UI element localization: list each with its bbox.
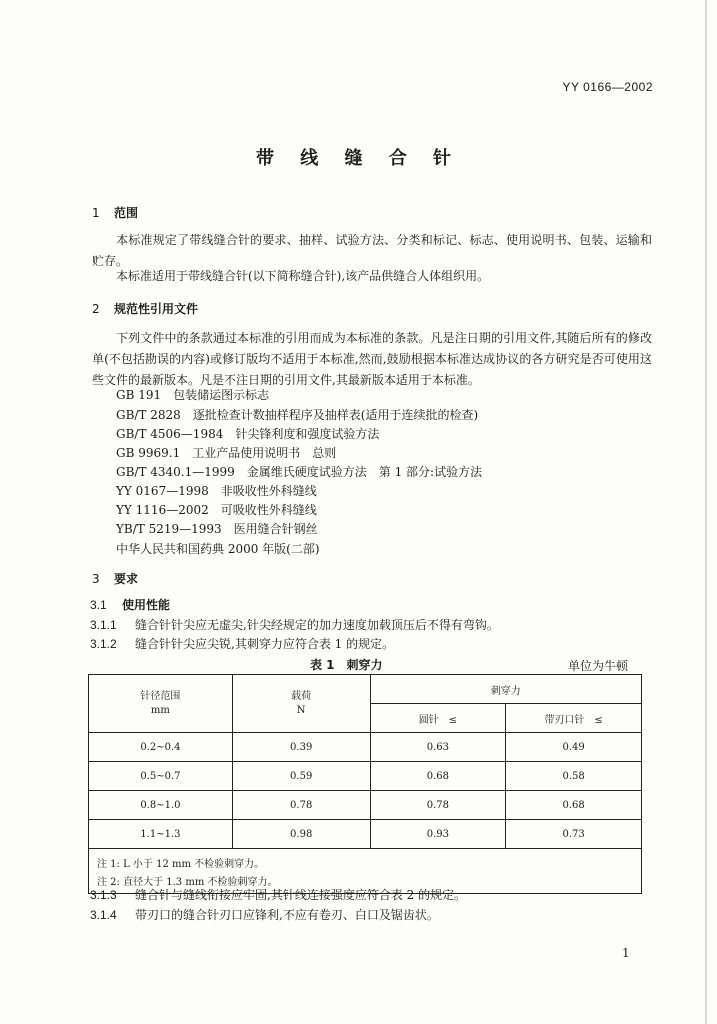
table-1-unit: 单位为牛顿 [568,659,629,673]
table-note: 注 1: L 小于 12 mm 不检验刺穿力。 [89,849,642,872]
clause-3-1-4-text: 带刃口的缝合针刃口应锋利,不应有卷刃、白口及锯齿状。 [135,908,439,922]
table-header-row [89,675,642,704]
reference-item: 中华人民共和国药典 2000 年版(二部) [116,542,320,556]
cell-edge: 0.68 [506,791,642,820]
clause-3-1-4 [90,906,439,923]
clause-3-1-3-number: 3.1.3 [90,888,117,902]
section-1-heading [92,204,138,221]
clause-3-1-2 [90,635,394,652]
section-1-number: 1 [92,206,100,220]
section-2-number: 2 [92,302,100,316]
clause-3-1-3-text: 缝合针与缝线衔接应牢固,其针线连接强度应符合表 2 的规定。 [135,888,467,902]
page-title: 带 线 缝 合 针 [255,148,462,169]
header-diameter-label: 针径范围 [140,690,181,702]
section-2-paragraph-1 [92,328,652,391]
reference-item: YY 1116—2002 可吸收性外科缝线 [116,503,317,517]
table-note: 注 2: 直径大于 1.3 mm 不检验刺穿力。 [89,871,642,894]
cell-edge: 0.73 [506,820,642,849]
clause-3-1-2-number: 3.1.2 [90,637,117,651]
cell-range: 0.8~1.0 [89,791,233,820]
cell-range: 1.1~1.3 [89,820,233,849]
reference-item: GB 9969.1 工业产品使用说明书 总则 [116,446,337,460]
clause-3-1-number: 3.1 [90,598,107,612]
clause-3-1-4-number: 3.1.4 [90,908,117,922]
clause-3-1-label: 使用性能 [122,598,171,612]
section-3-label: 要求 [114,572,139,586]
reference-item: GB 191 包装储运图示标志 [116,388,270,402]
header-diameter-unit: mm [150,704,170,716]
header-load-label: 载荷 [291,690,312,702]
table-1 [88,674,642,894]
clause-3-1-1-number: 3.1.1 [90,618,117,632]
cell-load: 0.59 [232,762,370,791]
table-row [89,791,642,820]
clause-3-1-2-text: 缝合针针尖应尖锐,其刺穿力应符合表 1 的规定。 [135,637,395,651]
header-round-needle: 圆针 ≤ [370,704,506,733]
clause-3-1-3 [90,886,466,903]
reference-item: GB/T 4340.1—1999 金属维氏硬度试验方法 第 1 部分:试验方法 [116,465,483,479]
cell-load: 0.39 [232,733,370,762]
section-2-heading [92,300,198,317]
table-row [89,820,642,849]
header-force: 刺穿力 [370,675,641,704]
clause-3-1-1 [90,616,499,633]
page-number: 1 [622,946,630,960]
table-note-row [89,849,642,872]
cell-round: 0.78 [370,791,506,820]
cell-edge: 0.58 [506,762,642,791]
cell-range: 0.2~0.4 [89,733,233,762]
reference-item: YB/T 5219—1993 医用缝合针钢丝 [116,522,318,536]
header-diameter [89,675,233,733]
cell-load: 0.78 [232,791,370,820]
section-1-paragraph-2 [92,266,652,287]
section-2-label: 规范性引用文件 [114,302,199,316]
clause-3-1-heading [90,596,170,613]
table-row [89,762,642,791]
cell-round: 0.68 [370,762,506,791]
section-3-heading [92,570,138,587]
reference-item: YY 0167—1998 非吸收性外科缝线 [116,484,317,498]
section-3-number: 3 [92,572,100,586]
cell-edge: 0.49 [506,733,642,762]
reference-item: GB/T 4506—1984 针尖锋利度和强度试验方法 [116,427,380,441]
table-row [89,733,642,762]
section-2-text-1: 下列文件中的条款通过本标准的引用而成为本标准的条款。凡是注日期的引用文件,其随后所有的修改单(不包括勘误的内容)或修订版均不适用于本标准,然而,鼓励根据本标准达成协议的各方研究是否可使用这些文件的最新版本。凡是不注日期的引用文件,其最新版本适用于本标准。 [92,331,652,387]
cell-round: 0.93 [370,820,506,849]
section-1-text-2: 本标准适用于带线缝合针(以下简称缝合针),该产品供缝合人体组织用。 [116,269,490,283]
cell-load: 0.98 [232,820,370,849]
cell-range: 0.5~0.7 [89,762,233,791]
cell-round: 0.63 [370,733,506,762]
header-load [232,675,370,733]
section-1-label: 范围 [114,206,139,220]
table-1-caption: 表 1 刺穿力 [310,658,383,672]
standard-code: YY 0166—2002 [562,80,653,94]
header-edge-needle: 带刃口针 ≤ [506,704,642,733]
clause-3-1-1-text: 缝合针针尖应无虚尖,针尖经规定的加力速度加载顶压后不得有弯钩。 [135,618,499,632]
header-load-unit: N [296,704,306,716]
reference-item: GB/T 2828 逐批检查计数抽样程序及抽样表(适用于连续批的检查) [116,408,479,422]
section-1-text-1: 本标准规定了带线缝合针的要求、抽样、试验方法、分类和标记、标志、使用说明书、包装、运输和贮存。 [92,233,652,268]
